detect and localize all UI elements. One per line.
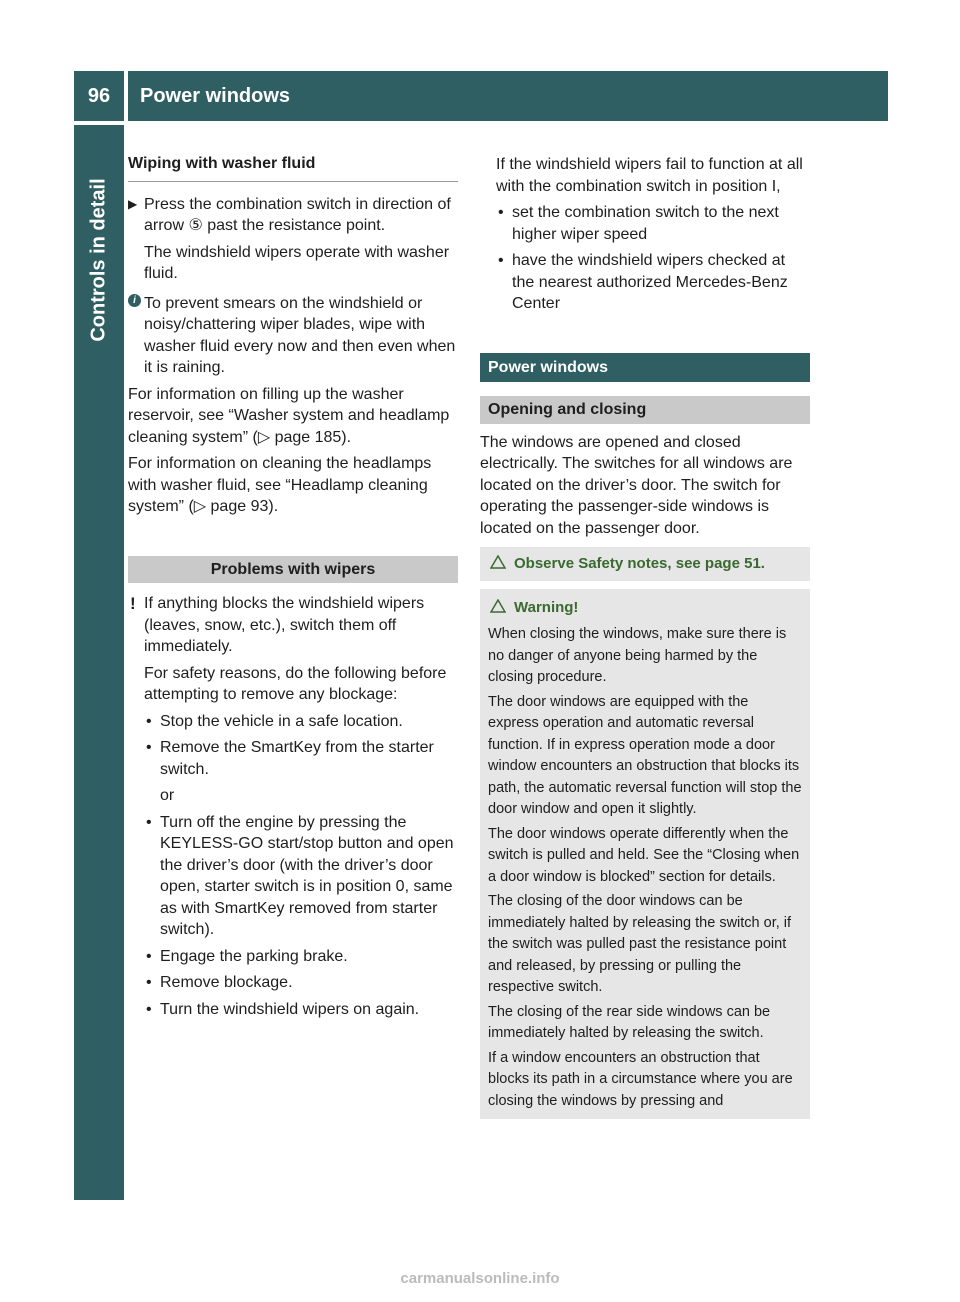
- list-item-text: set the combination switch to the next higher wiper speed: [512, 204, 779, 243]
- safety-notice-text: Observe Safety notes, see page 51.: [514, 555, 765, 572]
- section-heading-problems: Problems with wipers: [128, 556, 458, 584]
- bullet-icon: •: [146, 947, 152, 965]
- step-result: The windshield wipers operate with washer fluid.: [144, 243, 450, 282]
- caution-follow: For safety reasons, do the following before attempting to remove any blockage:: [144, 664, 447, 703]
- paragraph-windows: The windows are opened and closed electrically. The switches for all windows are located on the driver’s door. The switch for operating the passenger-side windows is located on the passenger door.: [480, 433, 793, 537]
- watermark: carmanualsonline.info: [400, 1270, 560, 1287]
- exclamation-icon: !: [130, 594, 136, 613]
- list-item-text: Turn the windshield wipers on again.: [160, 1000, 420, 1018]
- list-item: [128, 711, 458, 733]
- paragraph-headlamps: For information on cleaning the headlamps with washer fluid, see “Headlamp cleaning system” (▷ page 93).: [128, 455, 432, 515]
- intro-paragraph: If the windshield wipers fail to function at all with the combination switch in position I,: [496, 156, 803, 195]
- bullet-icon: •: [146, 739, 152, 756]
- page-number: 96: [87, 85, 111, 107]
- or-text: or: [160, 787, 175, 804]
- bullet-icon: •: [146, 1000, 152, 1018]
- list-item: [128, 812, 458, 941]
- paragraph-washer-reservoir: For information on filling up the washer reservoir, see “Washer system and headlamp cleaning system” (▷ page 185).: [128, 385, 450, 446]
- instruction-step: [128, 194, 458, 237]
- list-item-text: Turn off the engine by pressing the KEYLESS-GO start/stop button and open the driver’s door (with the driver’s door open, starter switch is in position 0, same as with SmartKey removed from starter switch).: [160, 813, 454, 938]
- list-item: [128, 999, 458, 1021]
- bullet-icon: •: [146, 813, 152, 831]
- list-item-text: Remove the SmartKey from the starter switch.: [160, 739, 434, 778]
- bullet-icon: •: [146, 974, 152, 991]
- warning-triangle-icon: [490, 599, 506, 613]
- arrow-icon: ▶: [128, 196, 138, 211]
- list-item: [480, 202, 810, 245]
- page-title: Power windows: [140, 85, 291, 107]
- warning-paragraph: When closing the windows, make sure there is no danger of anyone being harmed by the closing procedure.: [488, 626, 787, 685]
- right-column: [480, 154, 810, 1119]
- sub-heading-opening: Opening and closing: [480, 396, 810, 424]
- bullet-icon: •: [146, 712, 152, 730]
- list-item-text: Stop the vehicle in a safe location.: [160, 712, 403, 730]
- list-item: [128, 737, 458, 780]
- info-note: [128, 293, 458, 379]
- list-item-text: Engage the parking brake.: [160, 947, 348, 965]
- header-divider: [124, 71, 128, 121]
- caution-text: If anything blocks the windshield wipers (leaves, snow, etc.), switch them off immediately.: [144, 595, 425, 655]
- warning-paragraph: The closing of the rear side windows can be immediately halted by releasing the switch.: [488, 1003, 771, 1041]
- warning-triangle-icon: [490, 555, 506, 569]
- safety-notice: [480, 547, 810, 581]
- warning-box: [480, 589, 810, 1120]
- caution-note: [128, 593, 458, 658]
- warning-paragraph: The door windows are equipped with the express operation and automatic reversal function. If in express operation mode a door window encounters an obstruction that blocks its path, the automatic reversal function will stop the door window and open it slightly.: [488, 693, 802, 817]
- list-item-text: have the windshield wipers checked at the nearest authorized Mercedes-Benz Center: [512, 252, 788, 312]
- step-text: Press the combination switch in direction of arrow ⑤ past the resistance point.: [144, 195, 451, 234]
- bullet-icon: •: [498, 204, 504, 221]
- left-column: [128, 153, 458, 1025]
- warning-title: Warning!: [514, 598, 579, 616]
- list-item: [480, 250, 810, 315]
- list-item: [128, 972, 458, 994]
- warning-paragraph: The closing of the door windows can be immediately halted by releasing the switch or, if the switch was pulled past the resistance point and released, by pressing or pulling the respective switch.: [488, 893, 792, 995]
- note-text: To prevent smears on the windshield or noisy/chattering wiper blades, wipe with washer fluid every now and then even when it is raining.: [144, 294, 456, 376]
- warning-paragraph: The door windows operate differently when the switch is pulled and held. See the “Closing when a door window is blocked” section for details.: [488, 825, 800, 885]
- info-icon: i: [128, 294, 141, 307]
- warning-paragraph: If a window encounters an obstruction that blocks its path in a circumstance where you are closing the windows by pressing and: [488, 1049, 793, 1109]
- list-item-text: Remove blockage.: [160, 974, 293, 991]
- side-tab-label-wrap: [74, 125, 124, 395]
- section-heading-washer: Wiping with washer fluid: [128, 153, 458, 182]
- warning-header: [488, 597, 802, 619]
- section-bar-power-windows: Power windows: [480, 353, 810, 383]
- bullet-icon: •: [498, 252, 504, 269]
- list-item: [128, 946, 458, 968]
- side-tab-label: Controls in detail: [87, 178, 110, 342]
